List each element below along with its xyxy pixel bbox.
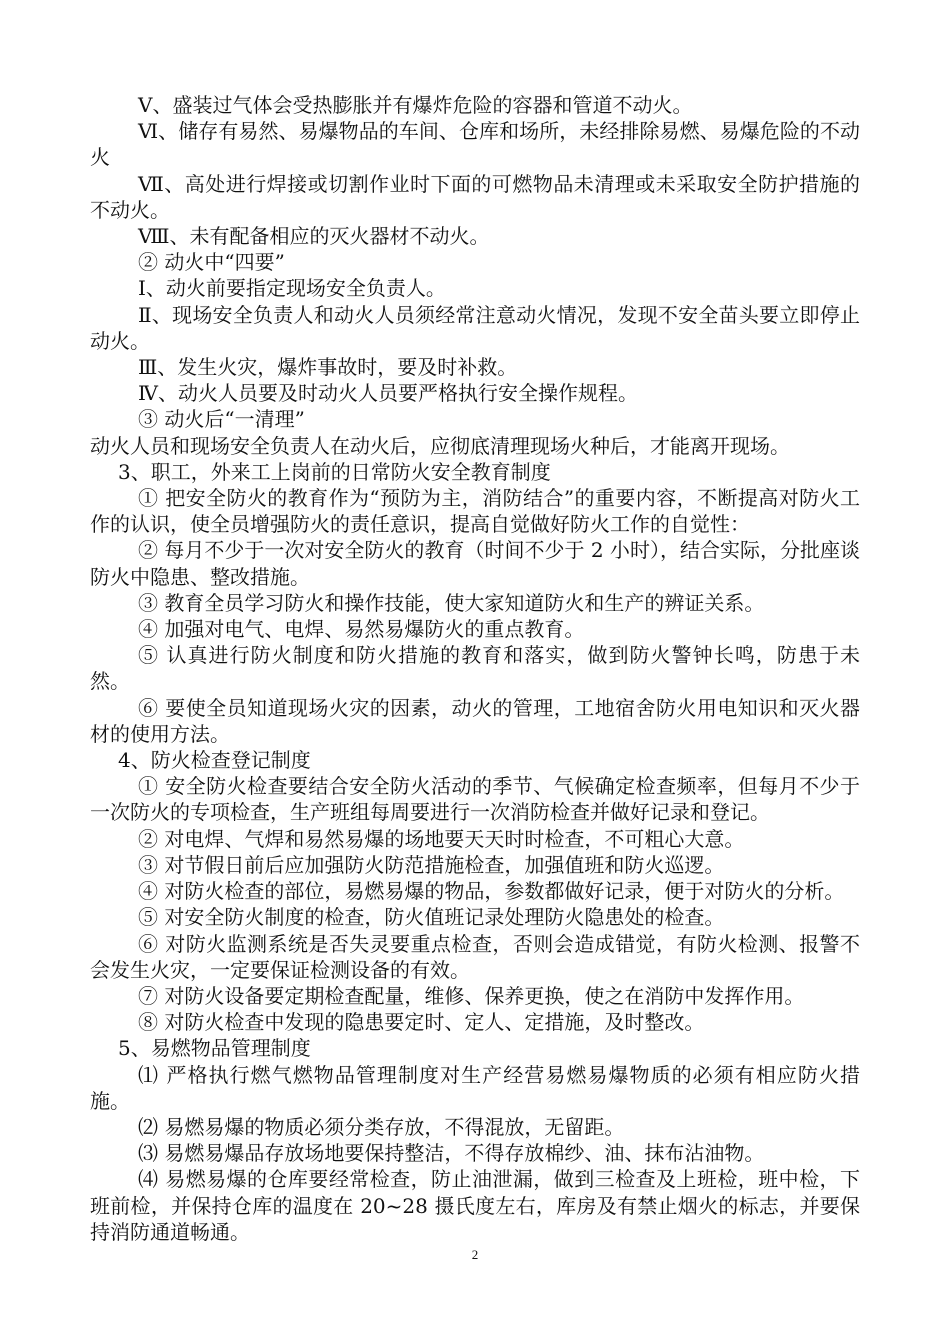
paragraph: ③ 教育全员学习防火和操作技能，使大家知道防火和生产的辨证关系。 (138, 590, 765, 615)
paragraph: ⑴ 严格执行燃气燃物品管理制度对生产经营易燃易爆物质的必须有相应防火措施。 (90, 1062, 860, 1113)
paragraph: ⑤ 对安全防火制度的检查，防火值班记录处理防火隐患处的检查。 (138, 905, 725, 930)
paragraph: Ⅶ、高处进行焊接或切割作业时下面的可燃物品未清理或未采取安全防护措施的不动火。 (90, 171, 860, 222)
paragraph: Ⅳ、动火人员要及时动火人员要严格执行安全操作规程。 (138, 381, 638, 406)
paragraph: ⑥ 对防火监测系统是否失灵要重点检查，否则会造成错觉，有防火检测、报警不会发生火灾，一定要保证检测设备的有效。 (90, 931, 860, 982)
section-heading: 5、易燃物品管理制度 (118, 1036, 311, 1061)
paragraph: ⑧ 对防火检查中发现的隐患要定时、定人、定措施，及时整改。 (138, 1010, 705, 1035)
paragraph: Ⅵ、储存有易然、易爆物品的车间、仓库和场所，未经排除易燃、易爆危险的不动火 (90, 119, 860, 170)
page-number: 2 (471, 1247, 479, 1262)
paragraph: ⑷ 易燃易爆的仓库要经常检查，防止油泄漏，做到三检查及上班检，班中检，下班前检，并保持仓库的温度在 20~28 摄氏度左右，库房及有禁止烟火的标志，并要保持消防通道畅通。 (90, 1167, 860, 1244)
paragraph: ⑤ 认真进行防火制度和防火措施的教育和落实，做到防火警钟长鸣，防患于未然。 (90, 643, 860, 694)
paragraph: ③ 对节假日前后应加强防火防范措施检查，加强值班和防火巡逻。 (138, 852, 725, 877)
paragraph: ② 每月不少于一次对安全防火的教育（时间不少于 2 小时），结合实际，分批座谈防火中隐患、整改措施。 (90, 538, 860, 589)
paragraph: ⑥ 要使全员知道现场火灾的因素，动火的管理，工地宿舍防火用电知识和灭火器材的使用方法。 (90, 695, 860, 746)
document-body (90, 92, 860, 1245)
paragraph: ① 安全防火检查要结合安全防火活动的季节、气候确定检查频率，但每月不少于一次防火的专项检查，生产班组每周要进行一次消防检查并做好记录和登记。 (90, 774, 860, 825)
paragraph: ④ 加强对电气、电焊、易然易爆防火的重点教育。 (138, 617, 585, 642)
paragraph: ⑶ 易燃易爆品存放场地要保持整洁，不得存放棉纱、油、抹布沾油物。 (138, 1141, 765, 1166)
paragraph: ② 动火中“四要” (138, 250, 285, 275)
paragraph: Ⅱ、现场安全负责人和动火人员须经常注意动火情况，发现不安全苗头要立即停止动火。 (90, 302, 860, 353)
paragraph: ⑦ 对防火设备要定期检查配量，维修、保养更换，使之在消防中发挥作用。 (138, 983, 805, 1008)
paragraph: Ⅴ、盛装过气体会受热膨胀并有爆炸危险的容器和管道不动火。 (138, 93, 693, 117)
paragraph: Ⅰ、动火前要指定现场安全负责人。 (138, 276, 446, 301)
paragraph: Ⅷ、未有配备相应的灭火器材不动火。 (138, 224, 490, 249)
paragraph: Ⅲ、发生火灾，爆炸事故时，要及时补救。 (138, 355, 518, 380)
paragraph: ⑵ 易燃易爆的物质必须分类存放，不得混放，无留距。 (138, 1114, 625, 1139)
section-heading: 4、防火检查登记制度 (118, 748, 311, 773)
paragraph: ④ 对防火检查的部位，易燃易爆的物品，参数都做好记录，便于对防火的分析。 (138, 879, 845, 904)
section-heading: 3、职工，外来工上岗前的日常防火安全教育制度 (118, 459, 551, 484)
paragraph: 动火人员和现场安全负责人在动火后，应彻底清理现场火种后，才能离开现场。 (90, 433, 790, 458)
paragraph: ① 把安全防火的教育作为“预防为主，消防结合”的重要内容，不断提高对防火工作的认识，使全员增强防火的责任意识，提高自觉做好防火工作的自觉性： (90, 486, 860, 537)
paragraph: ③ 动火后“一清理” (138, 407, 305, 432)
paragraph: ② 对电焊、气焊和易然易爆的场地要天天时时检查，不可粗心大意。 (138, 826, 745, 851)
